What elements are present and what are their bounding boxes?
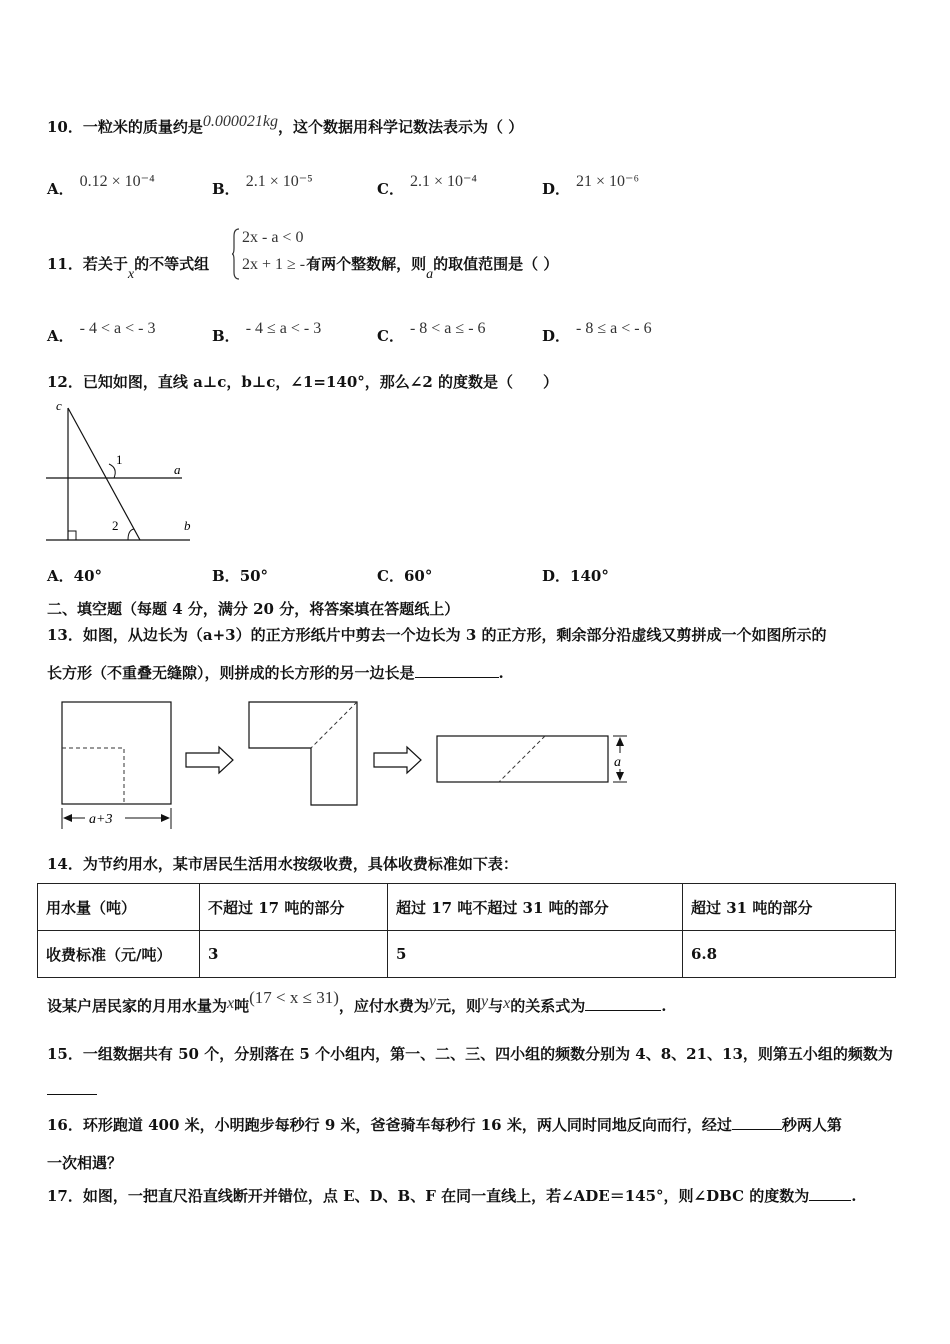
q10-option-c[interactable]: C． 2.1 × 10⁻⁴ <box>377 173 477 198</box>
section-heading: 二、填空题（每题 4 分，满分 20 分，将答案填在答题纸上） <box>47 600 460 618</box>
q12-stem: 12．已知如图，直线 a⊥c，b⊥c，∠1=140°，那么∠2 的度数是（ ） <box>47 373 558 391</box>
q11-inequality-1: 2x - a < 0 <box>242 229 304 246</box>
table-cell: 超过 31 吨的部分 <box>683 884 896 931</box>
q11-option-c[interactable]: C． - 8 < a ≤ - 6 <box>377 320 486 345</box>
right-angle-mark <box>68 531 76 540</box>
table-cell: 收费标准（元/吨） <box>38 931 200 978</box>
q15-stem: 15．一组数据共有 50 个，分别落在 5 个小组内，第一、二、三、四小组的频数分别为 4、8、21、13，则第五小组的频数为 <box>47 1045 893 1063</box>
angle2-arc <box>128 529 134 540</box>
q13-answer-blank[interactable] <box>415 663 499 678</box>
outer-square <box>62 702 171 804</box>
q10-value: 0.000021kg <box>202 113 278 130</box>
label-a-plus-3: a+3 <box>89 812 113 827</box>
l-shape <box>249 702 357 805</box>
table-cell: 6.8 <box>683 931 896 978</box>
label-a: a <box>174 462 181 477</box>
label-a: a <box>614 755 621 770</box>
q10-option-a[interactable]: A． 0.12 × 10⁻⁴ <box>47 173 155 198</box>
cut-square <box>62 748 124 804</box>
table-cell: 3 <box>200 931 388 978</box>
q11-stem: 11．若关于x的不等式组 有两个整数解，则a的取值范围是（ ） <box>47 255 559 282</box>
q15-answer-blank[interactable] <box>47 1094 97 1095</box>
table-cell: 5 <box>388 931 683 978</box>
q10-stem: 10．一粒米的质量约是0.000021kg，这个数据用科学记数法表示为（ ） <box>47 113 524 136</box>
q12-option-c[interactable]: C．60° <box>377 567 433 585</box>
q11-inequality-2: 2x + 1 ≥ - 9 <box>242 256 318 273</box>
q11-option-b[interactable]: B． - 4 ≤ a < - 3 <box>212 320 322 345</box>
label-c: c <box>56 398 62 413</box>
q12-option-a[interactable]: A．40° <box>47 567 103 585</box>
q17-answer-blank[interactable] <box>809 1186 851 1201</box>
label-angle1: 1 <box>116 452 123 467</box>
q12-option-b[interactable]: B．50° <box>212 567 269 585</box>
q16-stem: 16．环形跑道 400 米，小明跑步每秒行 9 米，爸爸骑车每秒行 16 米，两人同时同地反向而行，经过 秒两人第 <box>47 1116 842 1134</box>
arrow-icon <box>186 747 233 773</box>
q10-option-b[interactable]: B． 2.1 × 10⁻⁵ <box>212 173 313 198</box>
label-b: b <box>184 518 191 533</box>
label-angle2: 2 <box>112 518 119 533</box>
table-cell: 不超过 17 吨的部分 <box>200 884 388 931</box>
q16-answer-blank[interactable] <box>732 1115 782 1130</box>
fee-table <box>37 883 896 978</box>
q12-option-d[interactable]: D．140° <box>542 567 609 585</box>
table-cell: 用水量（吨） <box>38 884 200 931</box>
transversal <box>68 408 140 540</box>
q10-option-d[interactable]: D． 21 × 10⁻⁶ <box>542 173 640 198</box>
rectangle <box>437 736 608 782</box>
q16-line2: 一次相遇？ <box>47 1154 123 1172</box>
q13-line2: 长方形（不重叠无缝隙），则拼成的长方形的另一边长是 . <box>47 664 504 682</box>
q14-stem: 设某户居民家的月用水量为x吨(17 < x ≤ 31)，应付水费为y元，则y与x的关系式为 . <box>47 988 667 1015</box>
q14-intro: 14．为节约用水，某市居民生活用水按级收费，具体收费标准如下表： <box>47 855 518 873</box>
q17-stem: 17．如图，一把直尺沿直线断开并错位，点 E、D、B、F 在同一直线上，若∠ADE＝145°，则∠DBC 的度数为 . <box>47 1187 857 1205</box>
table-row <box>38 884 896 931</box>
arrow-icon <box>374 747 421 773</box>
q11-option-d[interactable]: D． - 8 ≤ a < - 6 <box>542 320 652 345</box>
table-row <box>38 931 896 978</box>
q13-figure <box>55 695 655 835</box>
q13-line1: 13．如图，从边长为（a+3）的正方形纸片中剪去一个边长为 3 的正方形，剩余部分沿虚线又剪拼成一个如图所示的 <box>47 626 827 644</box>
table-cell: 超过 17 吨不超过 31 吨的部分 <box>388 884 683 931</box>
angle1-arc <box>109 464 115 478</box>
q11-brace-icon <box>232 228 240 280</box>
q14-answer-blank[interactable] <box>585 996 661 1011</box>
q11-option-a[interactable]: A． - 4 < a < - 3 <box>47 320 156 345</box>
q12-figure <box>42 398 202 548</box>
